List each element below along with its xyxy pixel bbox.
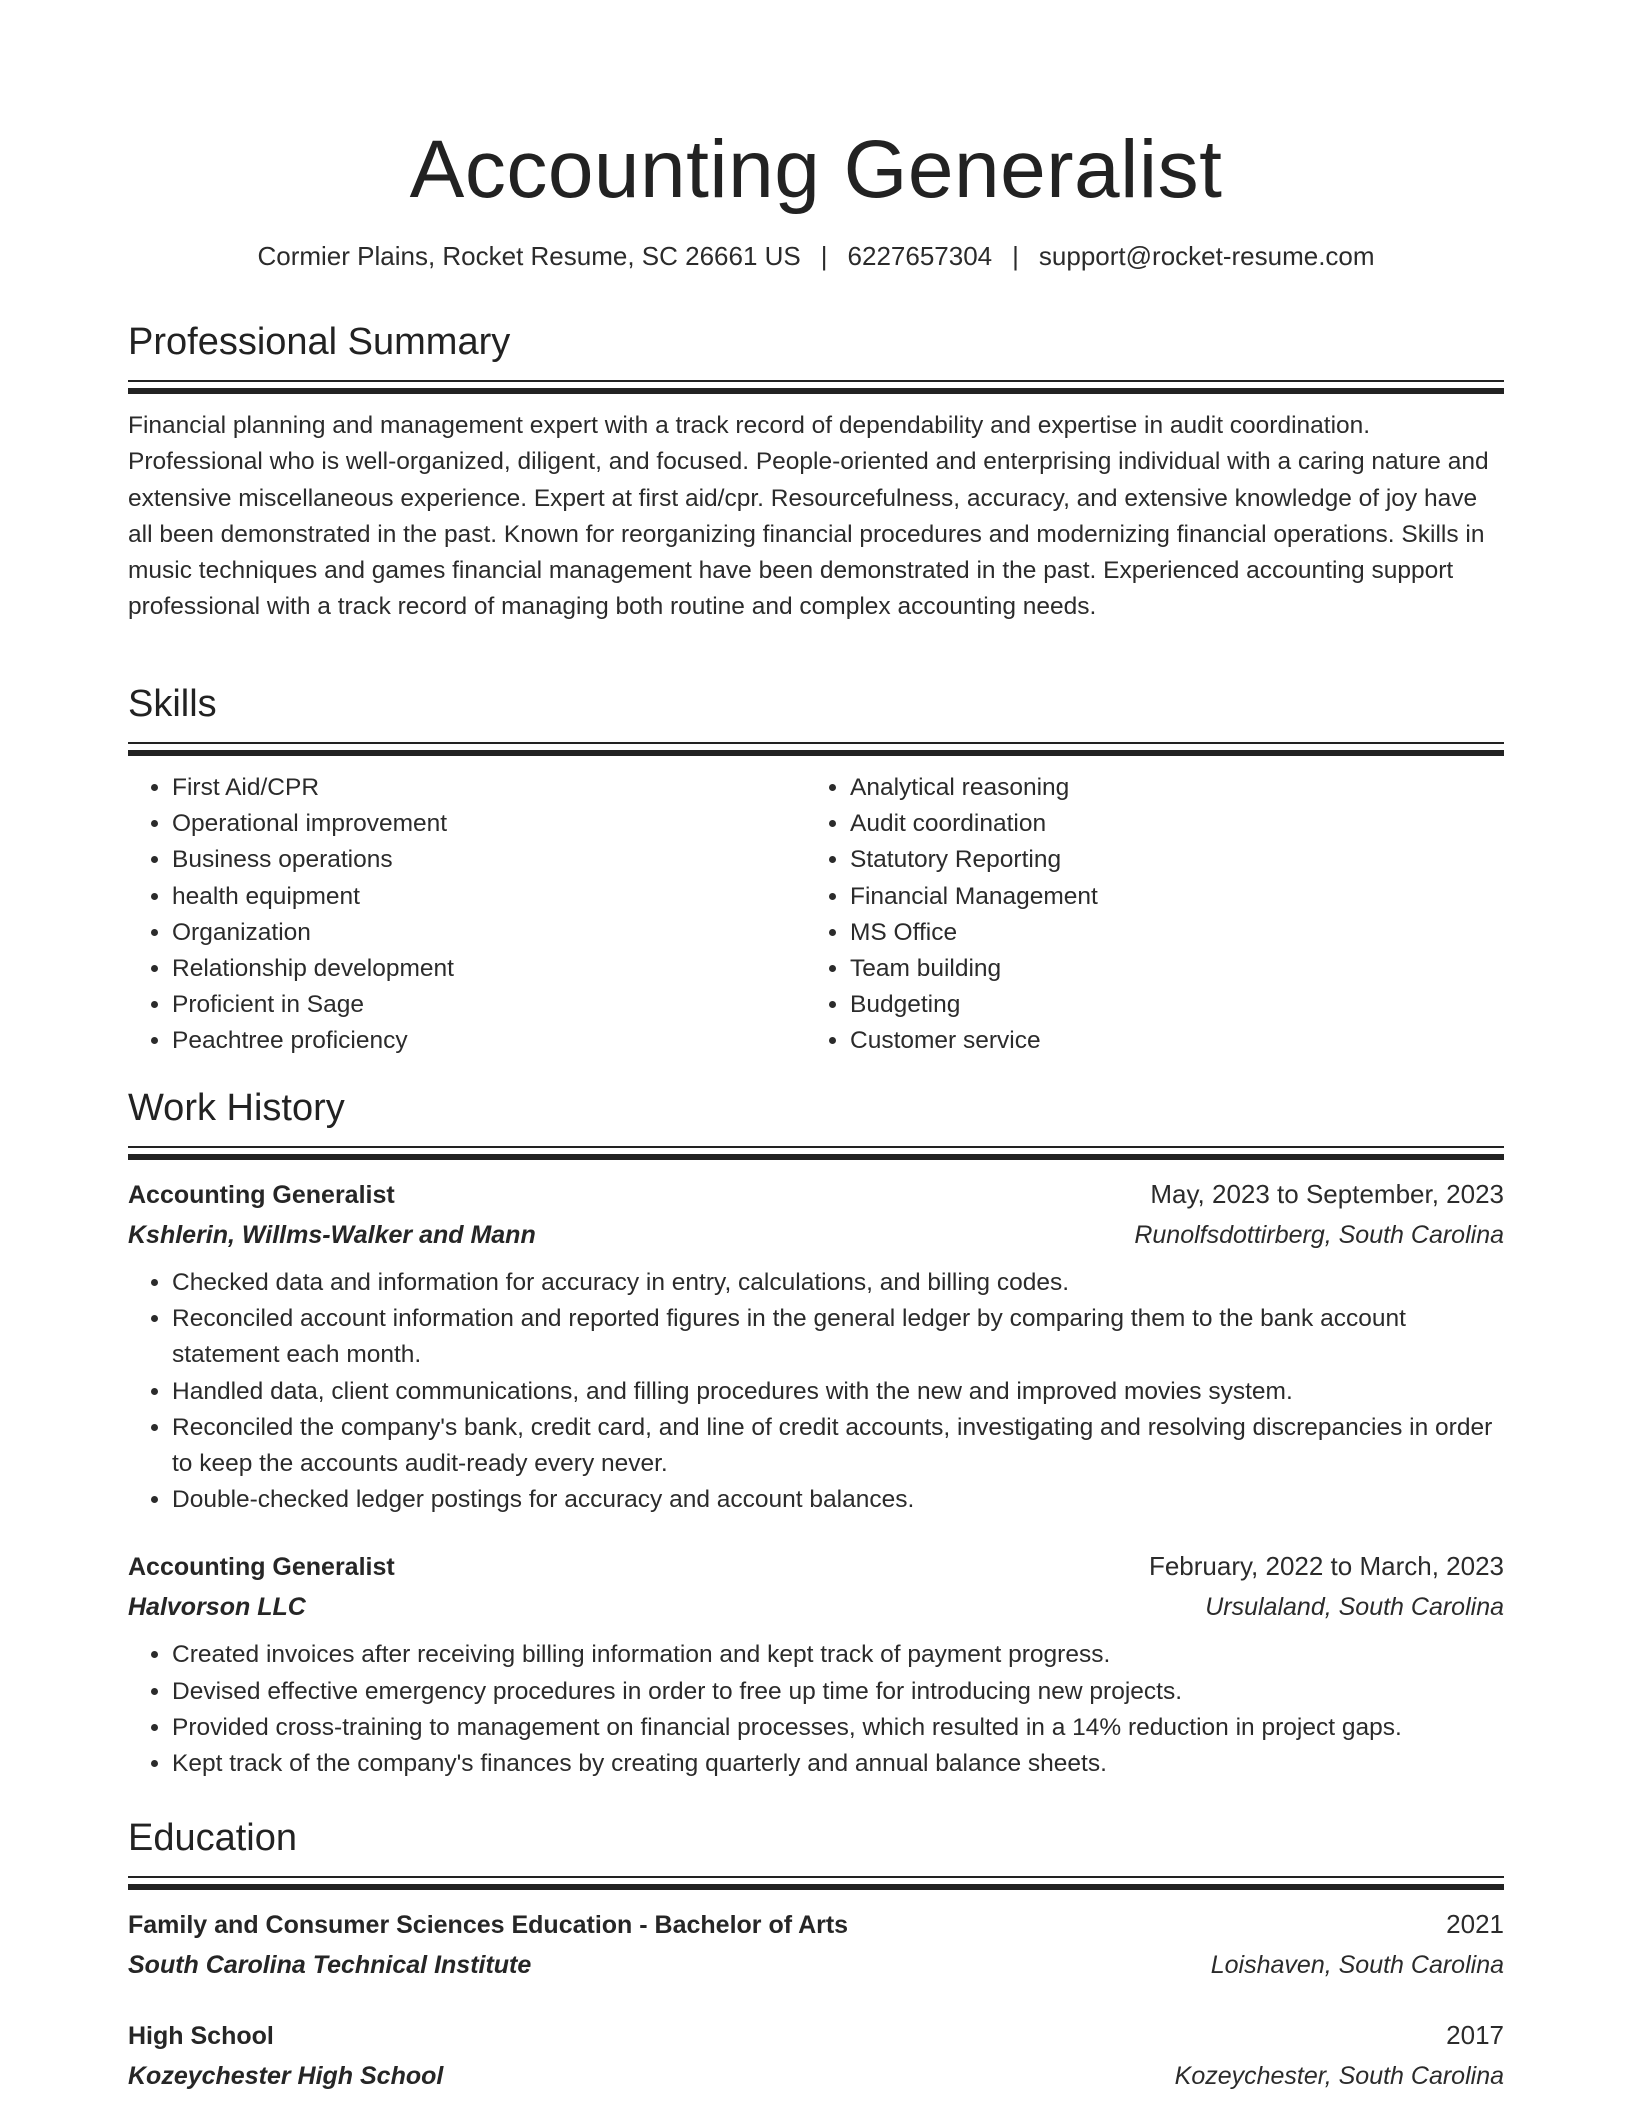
skills-grid (128, 770, 1504, 1060)
education-degree: High School (128, 2022, 274, 2050)
job-location: Runolfsdottirberg, South Carolina (1134, 1221, 1504, 1249)
job-entry (128, 1546, 1504, 1782)
skill-item: • health equipment (172, 879, 806, 915)
summary-heading: Professional Summary (128, 321, 511, 363)
job-subheader-row (128, 1587, 1504, 1627)
education-header-row (128, 1904, 1504, 1945)
skill-item: • Financial Management (850, 879, 1484, 915)
education-year: 2021 (1446, 1909, 1504, 1939)
job-subheader-row (128, 1215, 1504, 1255)
education-school: South Carolina Technical Institute (128, 1951, 532, 1979)
job-bullet: • Devised effective emergency procedures in order to free up time for introducing new projects. (172, 1674, 1504, 1710)
education-location: Kozeychester, South Carolina (1174, 2062, 1504, 2090)
education-entry (128, 1904, 1504, 1985)
summary-section (128, 318, 1504, 626)
job-bullet: • Kept track of the company's finances by creating quarterly and annual balance sheets. (172, 1746, 1504, 1782)
job-bullet: • Provided cross-training to management on financial processes, which resulted in a 14% reduction in project gaps. (172, 1710, 1504, 1746)
work-history-section (128, 1084, 1504, 1782)
education-degree: Family and Consumer Sciences Education - Bachelor of Arts (128, 1911, 849, 1939)
job-title: Accounting Generalist (128, 1181, 395, 1209)
education-section (128, 1814, 1504, 2096)
skill-item: • Customer service (850, 1023, 1484, 1059)
job-company: Halvorson LLC (128, 1593, 306, 1622)
contact-separator: | (1012, 241, 1019, 271)
job-bullets (128, 1265, 1504, 1518)
section-divider (128, 1146, 1504, 1160)
education-school: Kozeychester High School (128, 2062, 444, 2090)
contact-address: Cormier Plains, Rocket Resume, SC 26661 US (257, 241, 801, 271)
job-bullet: • Created invoices after receiving billing information and kept track of payment progress. (172, 1637, 1504, 1673)
skill-item: • Relationship development (172, 951, 806, 987)
skill-item: • Statutory Reporting (850, 842, 1484, 878)
job-header-row (128, 1174, 1504, 1215)
education-location: Loishaven, South Carolina (1210, 1951, 1504, 1979)
education-subheader-row (128, 2056, 1504, 2096)
skill-item: • Organization (172, 915, 806, 951)
job-location: Ursulaland, South Carolina (1205, 1593, 1504, 1622)
education-subheader-row (128, 1945, 1504, 1985)
job-bullets (128, 1637, 1504, 1782)
education-year: 2017 (1446, 2020, 1504, 2050)
candidate-name: Accounting Generalist (409, 124, 1223, 215)
contact-separator: | (820, 241, 828, 271)
section-divider (128, 742, 1504, 756)
contact-email[interactable]: support@rocket-resume.com (1038, 241, 1375, 271)
job-bullet: • Double-checked ledger postings for accuracy and account balances. (172, 1482, 1504, 1518)
education-header-row (128, 2015, 1504, 2056)
skills-heading: Skills (128, 683, 217, 725)
skills-column-right (806, 770, 1484, 1060)
job-bullet: • Handled data, client communications, and filling procedures with the new and improved movies system. (172, 1374, 1504, 1410)
skill-item: • MS Office (850, 915, 1484, 951)
section-divider (128, 380, 1504, 394)
skill-item: • Budgeting (850, 987, 1484, 1023)
skills-column-left (128, 770, 806, 1060)
education-heading: Education (128, 1817, 298, 1859)
skill-item: • Operational improvement (172, 806, 806, 842)
skills-section (128, 680, 1504, 1060)
section-divider (128, 1876, 1504, 1890)
skill-item: • Peachtree proficiency (172, 1023, 806, 1059)
job-bullet: • Checked data and information for accuracy in entry, calculations, and billing codes. (172, 1265, 1504, 1301)
skill-item: • Audit coordination (850, 806, 1484, 842)
job-entry (128, 1174, 1504, 1518)
job-header-row (128, 1546, 1504, 1587)
job-title: Accounting Generalist (128, 1553, 395, 1582)
contact-phone: 6227657304 (847, 241, 993, 271)
job-bullet: • Reconciled the company's bank, credit card, and line of credit accounts, investigating and resolving discrepancies in order to keep the accounts audit-ready every never. (172, 1410, 1504, 1482)
skill-item: • Business operations (172, 842, 806, 878)
skill-item: • Proficient in Sage (172, 987, 806, 1023)
summary-text: Financial planning and management expert with a track record of dependability and expertise in audit coordination. Professional who is well-organized, diligent, and focused. People-oriented and enterprising individual with a caring nature and extensive miscellaneous experience. Expert at first aid/cpr. Resourcefulness, accuracy, and extensive knowledge of joy have all been demonstrated in the past. Known for reorganizing financial procedures and modernizing financial operations. Skills in music techniques and games financial management have been demonstrated in the past. Experienced accounting support professional with a track record of managing both routine and complex accounting needs. (128, 412, 1489, 621)
work-history-heading: Work History (128, 1087, 345, 1129)
skill-item: • Team building (850, 951, 1484, 987)
education-entry (128, 2015, 1504, 2096)
skill-item: • Analytical reasoning (850, 770, 1484, 806)
job-dates: February, 2022 to March, 2023 (1148, 1551, 1504, 1582)
job-company: Kshlerin, Willms-Walker and Mann (128, 1221, 536, 1249)
skill-item: • First Aid/CPR (172, 770, 806, 806)
contact-line (128, 238, 1504, 274)
job-dates: May, 2023 to September, 2023 (1150, 1179, 1504, 1209)
job-bullet: • Reconciled account information and reported figures in the general ledger by comparing them to the bank account statement each month. (172, 1301, 1504, 1373)
